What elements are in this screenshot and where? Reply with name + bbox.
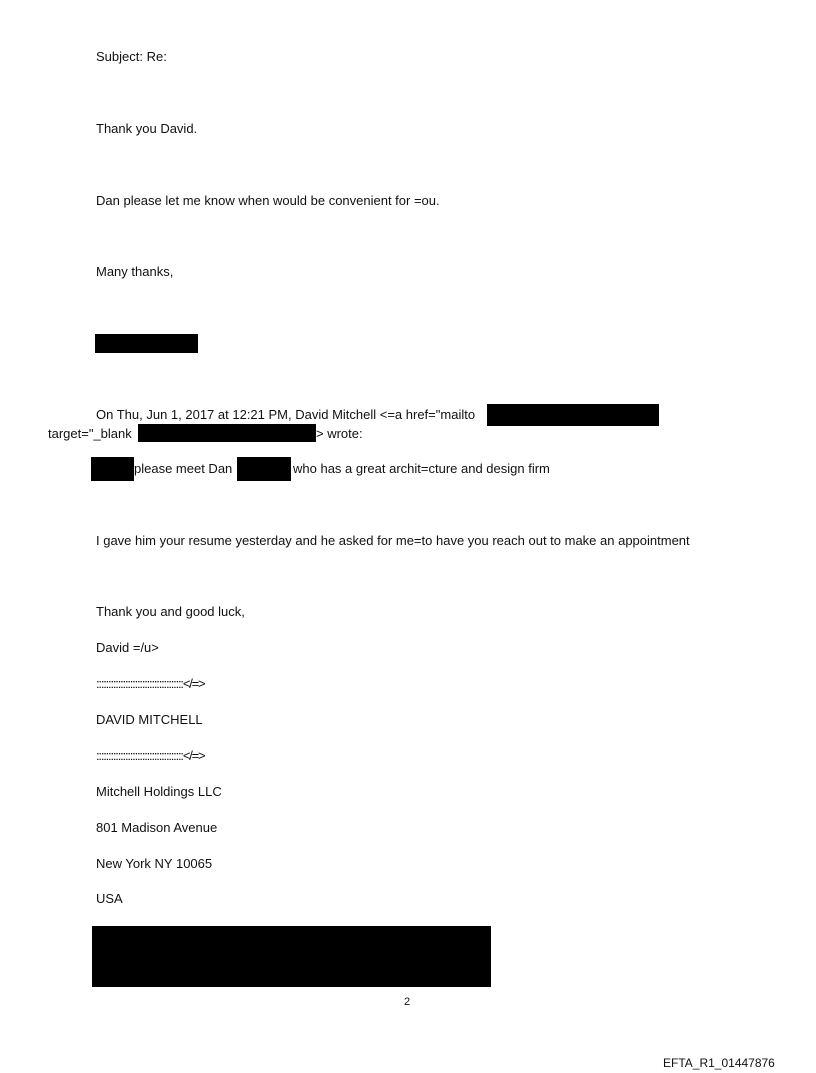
country-line: USA (96, 891, 123, 906)
address-line-2: New York NY 10065 (96, 856, 213, 871)
company-name: Mitchell Holdings LLC (96, 784, 222, 799)
redaction-email-address (487, 404, 659, 426)
page-number: 2 (404, 996, 411, 1008)
meet-line-part2: who has a great archit=cture and design firm (293, 461, 550, 476)
quote-header-line-2b: > wrote: (316, 426, 363, 441)
meet-line-part1: please meet Dan (134, 461, 233, 476)
redaction-block-bottom (92, 926, 491, 987)
thanks-line: Thank you David. (96, 121, 198, 136)
redaction-signature (95, 334, 198, 353)
resume-line: I gave him your resume yesterday and he asked for me=to have you reach out to make an appointment (96, 533, 690, 548)
address-line-1: 801 Madison Avenue (96, 820, 218, 835)
redaction-recipient-name (91, 457, 134, 481)
redaction-dan-surname (237, 457, 291, 481)
signature-name: DAVID MITCHELL (96, 712, 203, 727)
good-luck-line: Thank you and good luck, (96, 604, 245, 619)
separator-1: ::::::::::::::::::::::::::::::::::::</=> (96, 676, 205, 691)
document-id: EFTA_R1_01447876 (663, 1056, 775, 1070)
quote-header-line-1: On Thu, Jun 1, 2017 at 12:21 PM, David Mitchell <=a href="mailto (96, 407, 476, 422)
sign-name-line: David =/u> (96, 640, 159, 655)
closing-line: Many thanks, (96, 264, 174, 279)
separator-2: ::::::::::::::::::::::::::::::::::::</=> (96, 748, 205, 763)
quote-header-line-2a: target="_blank (48, 426, 132, 441)
subject-line: Subject: Re: (96, 49, 167, 64)
redaction-link-target (138, 424, 316, 442)
dan-request-line: Dan please let me know when would be convenient for =ou. (96, 193, 440, 208)
